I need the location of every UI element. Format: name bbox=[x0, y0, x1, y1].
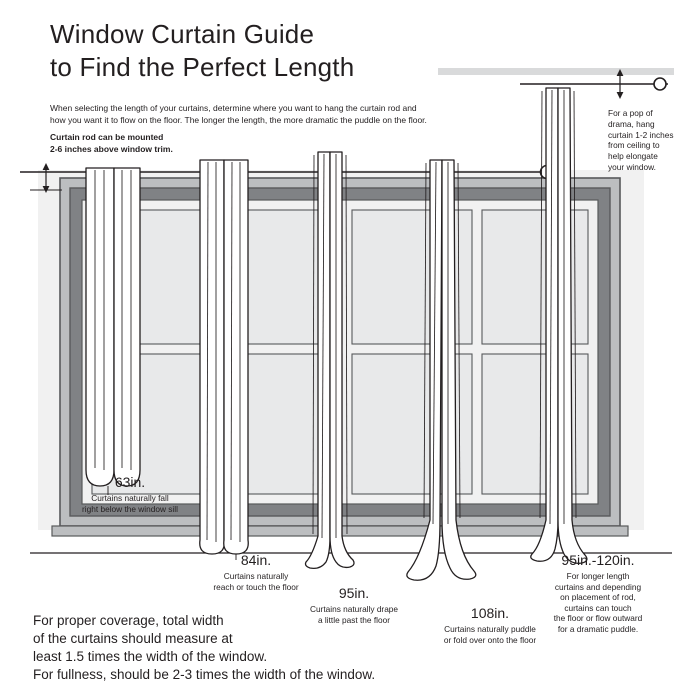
coverage-note-line2: of the curtains should measure at bbox=[33, 631, 233, 646]
curtain-63in bbox=[86, 168, 140, 486]
length-label-95in: 95in. bbox=[338, 585, 370, 601]
page-title-line2: to Find the Perfect Length bbox=[50, 52, 355, 82]
length-label-63in: 63in. bbox=[114, 474, 146, 490]
ceiling-hang-note-line3: curtain 1-2 inches bbox=[608, 129, 674, 140]
length-desc-95-120in-line1: For longer length bbox=[566, 571, 630, 581]
length-desc-84in-line1: Curtains naturally bbox=[223, 571, 289, 581]
page-title bbox=[50, 18, 570, 84]
length-desc-95in-line2: a little past the floor bbox=[318, 614, 390, 625]
length-desc-63in-line1: Curtains naturally fall bbox=[91, 493, 169, 503]
length-desc-95-120in-line3: on placement of rod, bbox=[560, 592, 636, 603]
ceiling-hang-note bbox=[608, 108, 700, 173]
length-label-95-120in: 95in.-120in. bbox=[561, 552, 635, 568]
coverage-note-line4: For fullness, should be 2-3 times the width of the window. bbox=[33, 667, 376, 682]
ceiling-hang-note-line4: from ceiling to bbox=[608, 140, 660, 151]
mount-note-line1: Curtain rod can be mounted bbox=[50, 132, 164, 142]
length-desc-95-120in-line5: the floor or flow outward bbox=[553, 613, 643, 624]
length-caption-63in bbox=[40, 474, 220, 514]
mount-note bbox=[50, 132, 290, 155]
length-desc-84in-line2: reach or touch the floor bbox=[213, 581, 299, 592]
ceiling-hang-note-line1: For a pop of bbox=[608, 108, 653, 118]
length-label-108in: 108in. bbox=[470, 605, 510, 621]
ceiling-hang-note-line5: help elongate bbox=[608, 151, 658, 162]
length-desc-95-120in-line4: curtains can touch bbox=[564, 602, 632, 613]
length-desc-108in-line2: or fold over onto the floor bbox=[443, 634, 537, 645]
rod-finial-high bbox=[654, 78, 666, 90]
length-desc-63in-line2: right below the window sill bbox=[82, 503, 178, 514]
length-label-84in: 84in. bbox=[240, 552, 272, 568]
length-desc-95in-line1: Curtains naturally drape bbox=[309, 604, 399, 614]
mount-note-line2: 2-6 inches above window trim. bbox=[50, 143, 173, 154]
coverage-note-line1: For proper coverage, total width bbox=[33, 613, 224, 628]
page-title-line1: Window Curtain Guide bbox=[50, 19, 315, 49]
ceiling-hang-note-line2: drama, hang bbox=[608, 118, 655, 129]
intro-paragraph bbox=[50, 103, 505, 126]
length-caption-95-120in bbox=[518, 552, 678, 635]
coverage-note-line3: least 1.5 times the width of the window. bbox=[33, 649, 268, 664]
intro-line1: When selecting the length of your curtains, determine where you want to hang the curtain rod and bbox=[50, 103, 417, 113]
intro-line2: how you want it to flow on the floor. The longer the length, the more dramatic the puddle on the floor. bbox=[50, 114, 427, 125]
length-desc-95-120in-line2: curtains and depending bbox=[554, 581, 642, 592]
ceiling-hang-note-line6: your window. bbox=[608, 161, 656, 172]
length-desc-95-120in-line6: for a dramatic puddle. bbox=[557, 623, 639, 634]
coverage-note bbox=[33, 612, 433, 684]
length-desc-108in-line1: Curtains naturally puddle bbox=[444, 624, 536, 634]
